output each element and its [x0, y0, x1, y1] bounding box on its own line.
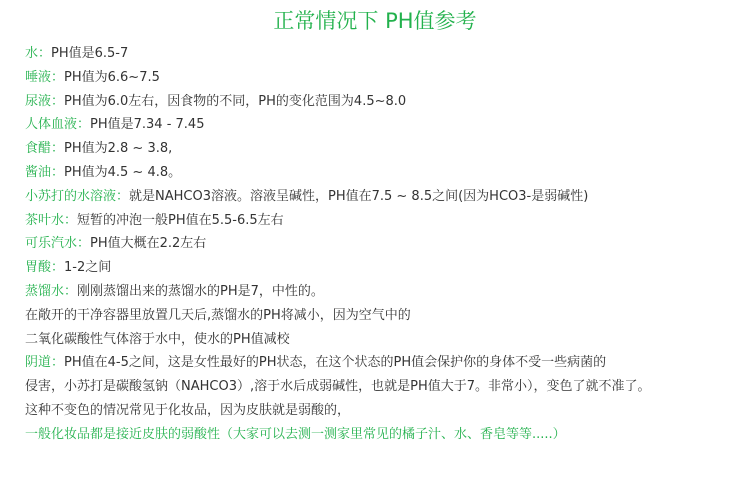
- entry-label: 水：: [25, 46, 52, 61]
- entry-text: PH值为2.8 ~ 3.8,: [64, 141, 173, 157]
- entry-vagina: [25, 351, 745, 375]
- entry-label: 可乐汽水：: [25, 236, 91, 252]
- entry-urine: [25, 90, 745, 114]
- entry-label: 胃酸：: [25, 260, 65, 276]
- entry-label: 尿液：: [25, 93, 65, 109]
- entry-text: PH值大概在2.2左右: [90, 236, 207, 252]
- entry-tea: [25, 209, 745, 233]
- entry-label: 酱油：: [25, 164, 65, 180]
- entry-text: 1-2之间: [64, 260, 112, 276]
- distilled-water-continuation: 二氧化碳酸性气体溶于水中，使水的PH值减校: [25, 331, 290, 347]
- entry-text: PH值为4.5 ~ 4.8。: [64, 164, 182, 180]
- vagina-continuation: 侵害，小苏打是碳酸氢钠（NAHCO3）,溶于水后成弱碱性，也就是PH值大于7。非常小），变色了就不准了。: [25, 379, 651, 395]
- entry-label: 阴道：: [25, 355, 65, 371]
- entry-label: 蒸馏水：: [25, 283, 78, 299]
- entry-stomach-acid: [25, 256, 745, 280]
- distilled-water-continuation: 在敞开的干净容器里放置几天后,蒸馏水的PH将减小，因为空气中的: [25, 307, 411, 323]
- ph-reference-list: [25, 42, 745, 447]
- entry-vinegar: [25, 137, 745, 161]
- entry-text: 刚刚蒸馏出来的蒸馏水的PH是7，中性的。: [77, 283, 324, 299]
- entry-water: [25, 42, 745, 66]
- entry-label: 食醋：: [25, 141, 65, 157]
- entry-distilled-water: [25, 280, 745, 304]
- entry-text: PH值是6.5-7: [51, 46, 129, 61]
- entry-label: 茶叶水：: [25, 212, 78, 228]
- cosmetics-note: 一般化妆品都是接近皮肤的弱酸性（大家可以去测一测家里常见的橘子汁、水、香皂等等.....）: [25, 426, 566, 442]
- entry-baking-soda: [25, 185, 745, 209]
- entry-text: 就是NAHCO3溶液。溶液呈碱性，PH值在7.5 ~ 8.5之间(因为HCO3-是弱碱性): [129, 188, 589, 204]
- entry-label: 小苏打的水溶液：: [25, 188, 130, 204]
- entry-label: 人体血液：: [25, 117, 91, 133]
- entry-soy-sauce: [25, 161, 745, 185]
- entry-cola: [25, 232, 745, 256]
- entry-text: PH值在4-5之间，这是女性最好的PH状态，在这个状态的PH值会保护你的身体不受一些病菌的: [64, 355, 607, 371]
- page-title: 正常情况下 PH值参考: [273, 9, 477, 33]
- entry-text: PH值为6.0左右，因食物的不同，PH的变化范围为4.5~8.0: [64, 93, 407, 109]
- entry-blood: [25, 113, 745, 137]
- entry-label: 唾液：: [25, 69, 65, 85]
- entry-text: 短暂的冲泡一般PH值在5.5-6.5左右: [77, 212, 284, 228]
- entry-saliva: [25, 66, 745, 90]
- entry-text: PH值为6.6~7.5: [64, 69, 160, 85]
- entry-text: PH值是7.34 - 7.45: [90, 117, 205, 133]
- vagina-continuation: 这种不变色的情况常见于化妆品，因为皮肤就是弱酸的，: [25, 402, 351, 418]
